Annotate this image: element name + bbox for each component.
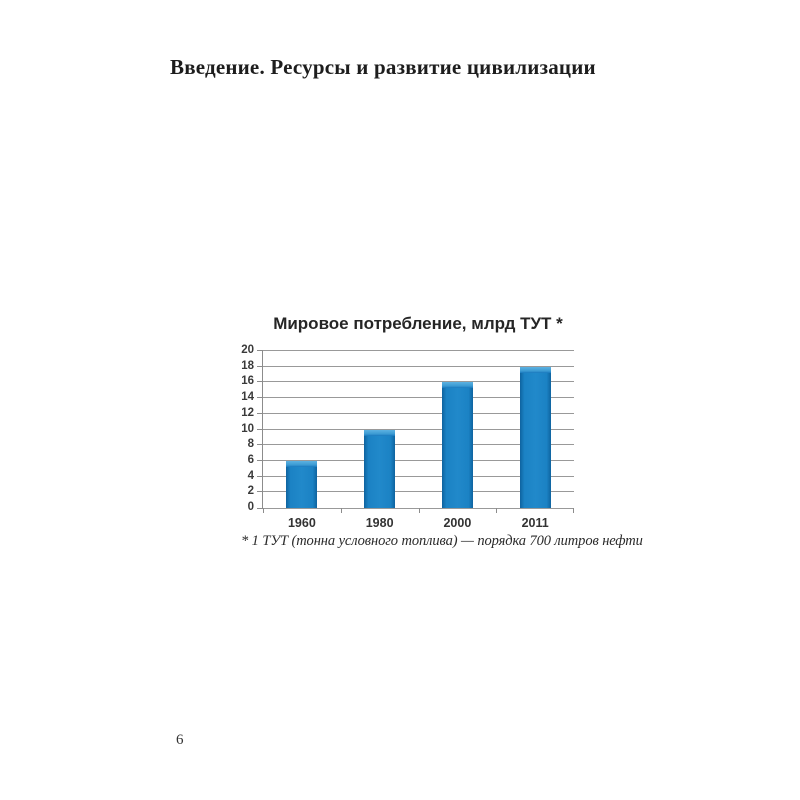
page-title: Введение. Ресурсы и развитие цивилизации: [170, 55, 596, 80]
y-axis-tick: [257, 350, 263, 351]
x-axis-tick: [263, 508, 264, 513]
y-axis-label: 14: [241, 391, 254, 404]
bar-1980: [364, 430, 395, 509]
y-axis-label: 0: [247, 501, 254, 513]
x-axis-tick: [496, 508, 497, 513]
y-axis-label: 10: [241, 422, 254, 435]
y-axis-tick: [257, 366, 263, 367]
chart-title: Мировое потребление, млрд ТУТ *: [273, 314, 563, 333]
y-axis-tick: [257, 397, 263, 398]
y-axis-label: 16: [241, 375, 254, 388]
x-axis-label: 2000: [443, 516, 472, 530]
page-number: 6: [176, 732, 184, 748]
y-axis-label: 4: [247, 469, 254, 482]
y-axis-label: 20: [241, 344, 254, 356]
y-axis-tick: [257, 413, 263, 414]
bar-1960: [286, 461, 317, 508]
y-axis-tick: [257, 476, 263, 477]
chart-footnote: * 1 ТУТ (тонна условного топлива) — порядка 700 литров нефти: [241, 533, 643, 549]
x-axis-label: 1960: [287, 516, 316, 530]
bar-2000: [442, 382, 473, 508]
y-axis-label: 6: [247, 453, 254, 466]
x-axis-tick: [419, 508, 420, 513]
x-axis-tick: [341, 508, 342, 513]
y-axis-label: 2: [247, 485, 254, 498]
chart-plot-area: [241, 344, 574, 530]
bar-2011: [520, 367, 551, 508]
x-axis-label: 2011: [521, 516, 549, 530]
consumption-chart: [170, 314, 666, 562]
y-axis-tick: [257, 460, 263, 461]
y-axis-label: 18: [241, 359, 254, 372]
y-axis-tick: [257, 429, 263, 430]
y-axis-label: 12: [241, 406, 254, 419]
y-axis-label: 8: [247, 438, 254, 451]
x-axis-label: 1980: [365, 516, 394, 530]
y-axis-tick: [257, 381, 263, 382]
y-axis-tick: [257, 491, 263, 492]
gridline: [263, 350, 574, 351]
x-axis-tick: [573, 508, 574, 513]
y-axis-tick: [257, 444, 263, 445]
